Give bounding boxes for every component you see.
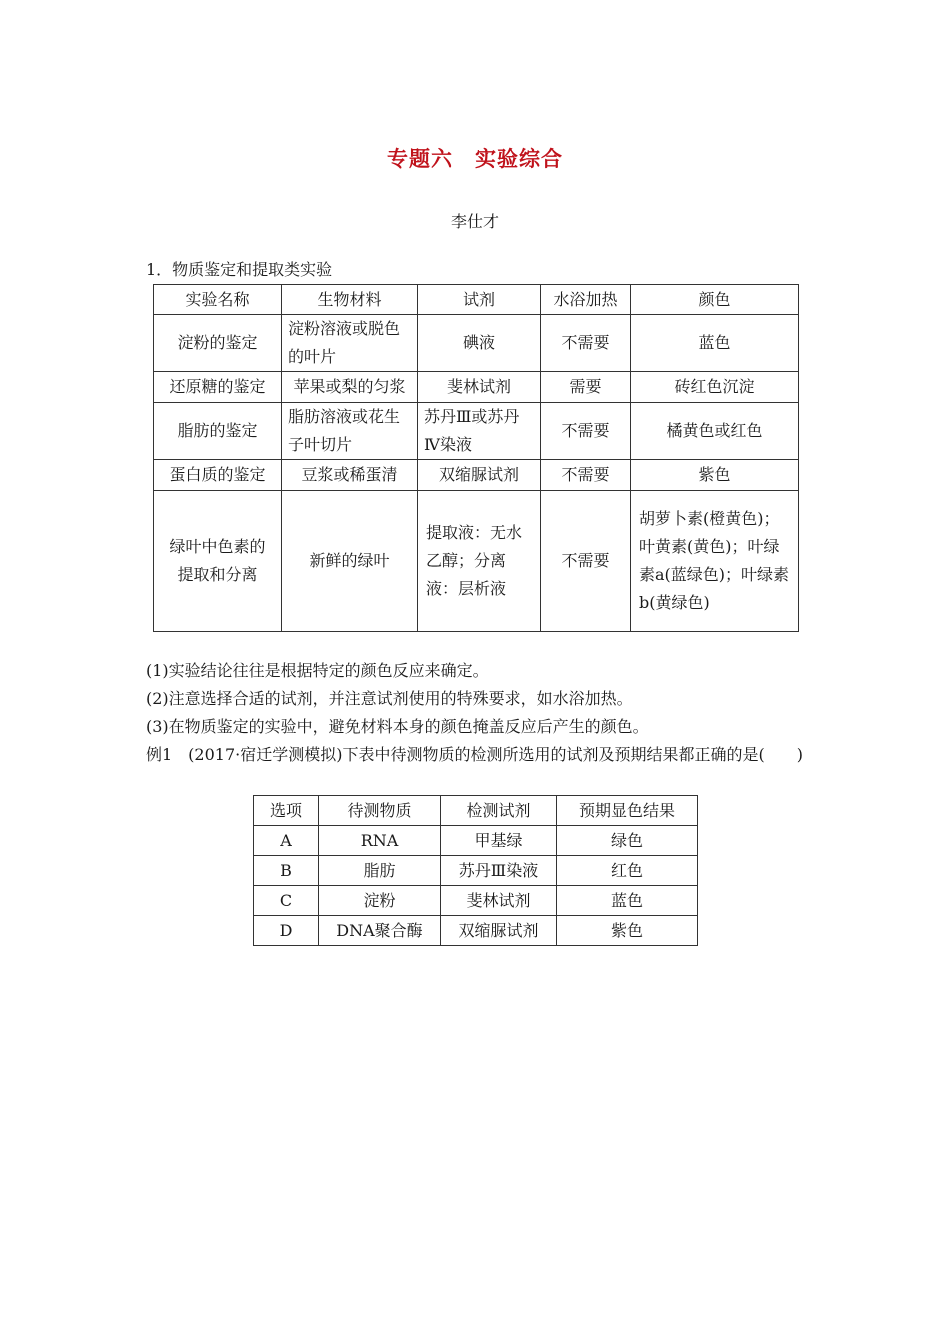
- expected-color: 红色: [557, 856, 698, 886]
- table-row: [254, 826, 698, 856]
- header-cell: 选项: [254, 796, 319, 826]
- identification-experiments-table: [153, 284, 799, 632]
- test-reagent: 斐林试剂: [441, 886, 557, 916]
- option-letter: C: [254, 886, 319, 916]
- table-row: [154, 372, 799, 403]
- example-question: 例1 (2017·宿迁学测模拟)下表中待测物质的检测所选用的试剂及预期结果都正确的是( ): [146, 745, 803, 764]
- header-cell: 试剂: [418, 285, 541, 315]
- color-cell: 紫色: [631, 460, 799, 491]
- material-cell: 淀粉溶液或脱色的叶片: [282, 315, 418, 372]
- expected-color: 蓝色: [557, 886, 698, 916]
- header-cell: 生物材料: [282, 285, 418, 315]
- expected-color: 绿色: [557, 826, 698, 856]
- test-reagent: 甲基绿: [441, 826, 557, 856]
- test-reagent: 苏丹Ⅲ染液: [441, 856, 557, 886]
- table-row: [254, 916, 698, 946]
- test-substance: 脂肪: [319, 856, 441, 886]
- heating-cell: 不需要: [541, 403, 631, 460]
- option-letter: A: [254, 826, 319, 856]
- test-substance: RNA: [319, 826, 441, 856]
- table-row: [154, 403, 799, 460]
- heating-cell: 需要: [541, 372, 631, 403]
- section-heading: 1．物质鉴定和提取类实验: [146, 260, 333, 279]
- color-cell: 胡萝卜素(橙黄色)；叶黄素(黄色)；叶绿素a(蓝绿色)；叶绿素b(黄绿色): [631, 491, 799, 632]
- color-cell: 蓝色: [631, 315, 799, 372]
- header-cell: 实验名称: [154, 285, 282, 315]
- reagent-cell: 碘液: [418, 315, 541, 372]
- reagent-cell: 斐林试剂: [418, 372, 541, 403]
- header-cell: 检测试剂: [441, 796, 557, 826]
- table-row: [154, 460, 799, 491]
- table-row: [254, 856, 698, 886]
- note-2: (2)注意选择合适的试剂，并注意试剂使用的特殊要求，如水浴加热。: [146, 689, 633, 708]
- note-1: (1)实验结论往往是根据特定的颜色反应来确定。: [146, 661, 489, 680]
- header-cell: 颜色: [631, 285, 799, 315]
- material-cell: 苹果或梨的匀浆: [282, 372, 418, 403]
- test-substance: 淀粉: [319, 886, 441, 916]
- option-letter: D: [254, 916, 319, 946]
- option-letter: B: [254, 856, 319, 886]
- test-reagent: 双缩脲试剂: [441, 916, 557, 946]
- header-cell: 水浴加热: [541, 285, 631, 315]
- reagent-cell: 苏丹Ⅲ或苏丹Ⅳ染液: [418, 403, 541, 460]
- experiment-name: 淀粉的鉴定: [154, 315, 282, 372]
- material-cell: 新鲜的绿叶: [282, 491, 418, 632]
- heating-cell: 不需要: [541, 491, 631, 632]
- header-cell: 预期显色结果: [557, 796, 698, 826]
- experiment-name: 脂肪的鉴定: [154, 403, 282, 460]
- experiment-name: 还原糖的鉴定: [154, 372, 282, 403]
- expected-color: 紫色: [557, 916, 698, 946]
- table-row: [154, 491, 799, 632]
- test-substance: DNA聚合酶: [319, 916, 441, 946]
- heating-cell: 不需要: [541, 460, 631, 491]
- reagent-cell: 双缩脲试剂: [418, 460, 541, 491]
- header-cell: 待测物质: [319, 796, 441, 826]
- color-cell: 砖红色沉淀: [631, 372, 799, 403]
- author-name: 李仕才: [450, 212, 499, 231]
- material-cell: 脂肪溶液或花生子叶切片: [282, 403, 418, 460]
- color-cell: 橘黄色或红色: [631, 403, 799, 460]
- table-row: [254, 886, 698, 916]
- experiment-name: 蛋白质的鉴定: [154, 460, 282, 491]
- material-cell: 豆浆或稀蛋清: [282, 460, 418, 491]
- example-options-table: [253, 795, 698, 946]
- reagent-cell: 提取液：无水乙醇；分离液：层析液: [418, 491, 541, 632]
- table-row: [154, 315, 799, 372]
- heating-cell: 不需要: [541, 315, 631, 372]
- table-header-row: [154, 285, 799, 315]
- note-3: (3)在物质鉴定的实验中，避免材料本身的颜色掩盖反应后产生的颜色。: [146, 717, 649, 736]
- document-title: 专题六 实验综合: [387, 147, 563, 171]
- table-header-row: [254, 796, 698, 826]
- experiment-name: 绿叶中色素的提取和分离: [154, 491, 282, 632]
